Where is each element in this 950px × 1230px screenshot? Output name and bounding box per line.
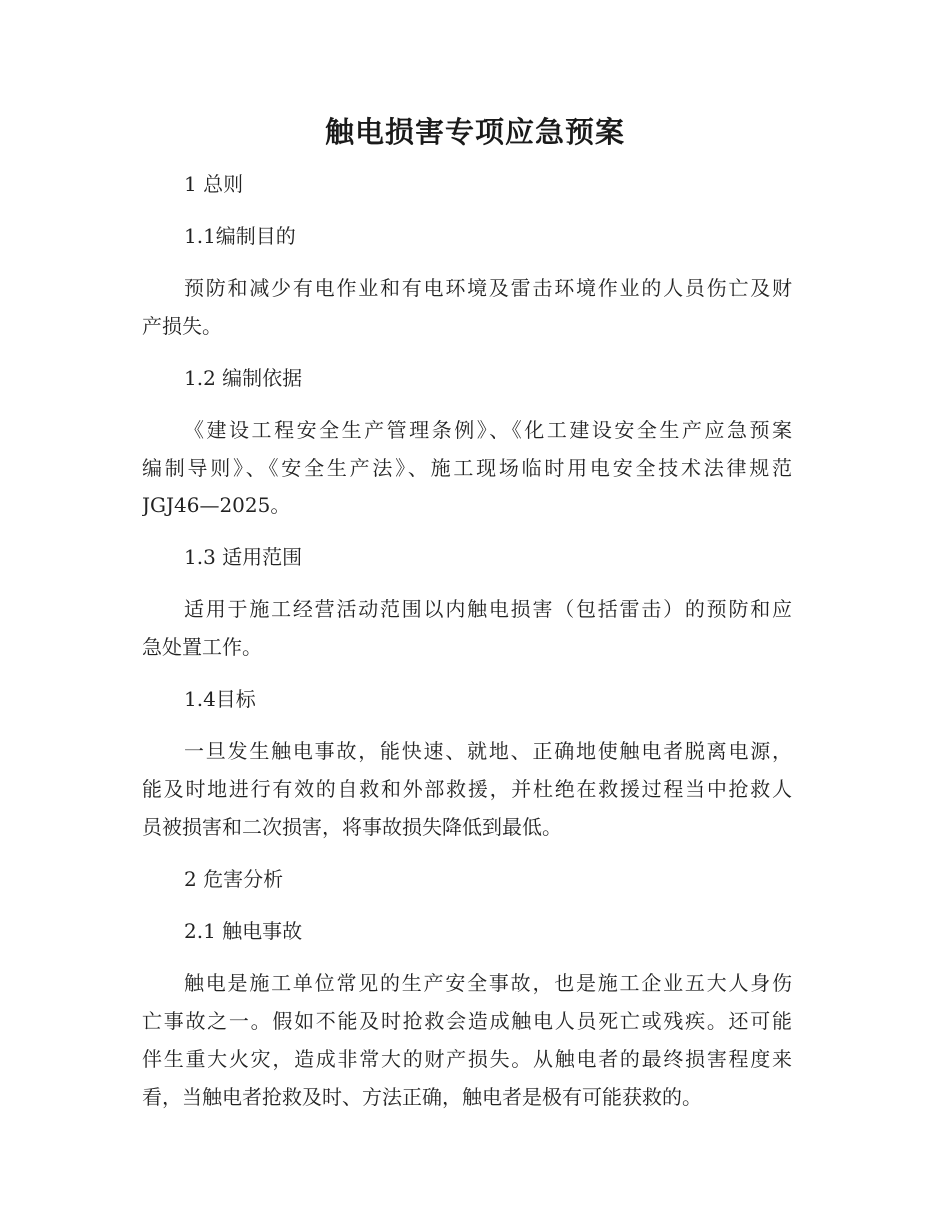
paragraph-line: 看，当触电者抢救及时、方法正确，触电者是极有可能获救的。	[142, 1085, 702, 1109]
paragraph-line: 急处置工作。	[142, 635, 262, 659]
heading-scope: 1.3 适用范围	[184, 545, 303, 569]
paragraph-line: 亡事故之一。假如不能及时抢救会造成触电人员死亡或残疾。还可能	[142, 1009, 792, 1033]
paragraph-line: 产损失。	[142, 314, 222, 338]
paragraph-line: 一旦发生触电事故，能快速、就地、正确地使触电者脱离电源，	[184, 739, 792, 763]
document-title: 触电损害专项应急预案	[324, 115, 625, 149]
heading-basis: 1.2 编制依据	[184, 366, 303, 390]
paragraph-line: 适用于施工经营活动范围以内触电损害（包括雷击）的预防和应	[184, 597, 792, 621]
heading-hazard-analysis: 2 危害分析	[184, 867, 284, 891]
paragraph-line: 员被损害和二次损害，将事故损失降低到最低。	[142, 815, 562, 839]
heading-electric-shock: 2.1 触电事故	[184, 919, 303, 943]
paragraph-line: 伴生重大火灾，造成非常大的财产损失。从触电者的最终损害程度来	[142, 1047, 792, 1071]
paragraph-line: 《建设工程安全生产管理条例》、《化工建设安全生产应急预案	[184, 418, 792, 442]
paragraph-line: 能及时地进行有效的自救和外部救援，并杜绝在救援过程当中抢救人	[142, 777, 792, 801]
heading-target: 1.4目标	[184, 687, 256, 711]
paragraph-line: 编制导则》、《安全生产法》、施工现场临时用电安全技术法律规范	[142, 456, 792, 480]
heading-general: 1 总则	[184, 172, 244, 196]
paragraph-line: 预防和减少有电作业和有电环境及雷击环境作业的人员伤亡及财	[184, 276, 792, 300]
paragraph-line: JGJ46—2025。	[142, 493, 291, 517]
paragraph-line: 触电是施工单位常见的生产安全事故，也是施工企业五大人身伤	[184, 971, 792, 995]
heading-purpose: 1.1编制目的	[184, 224, 296, 248]
